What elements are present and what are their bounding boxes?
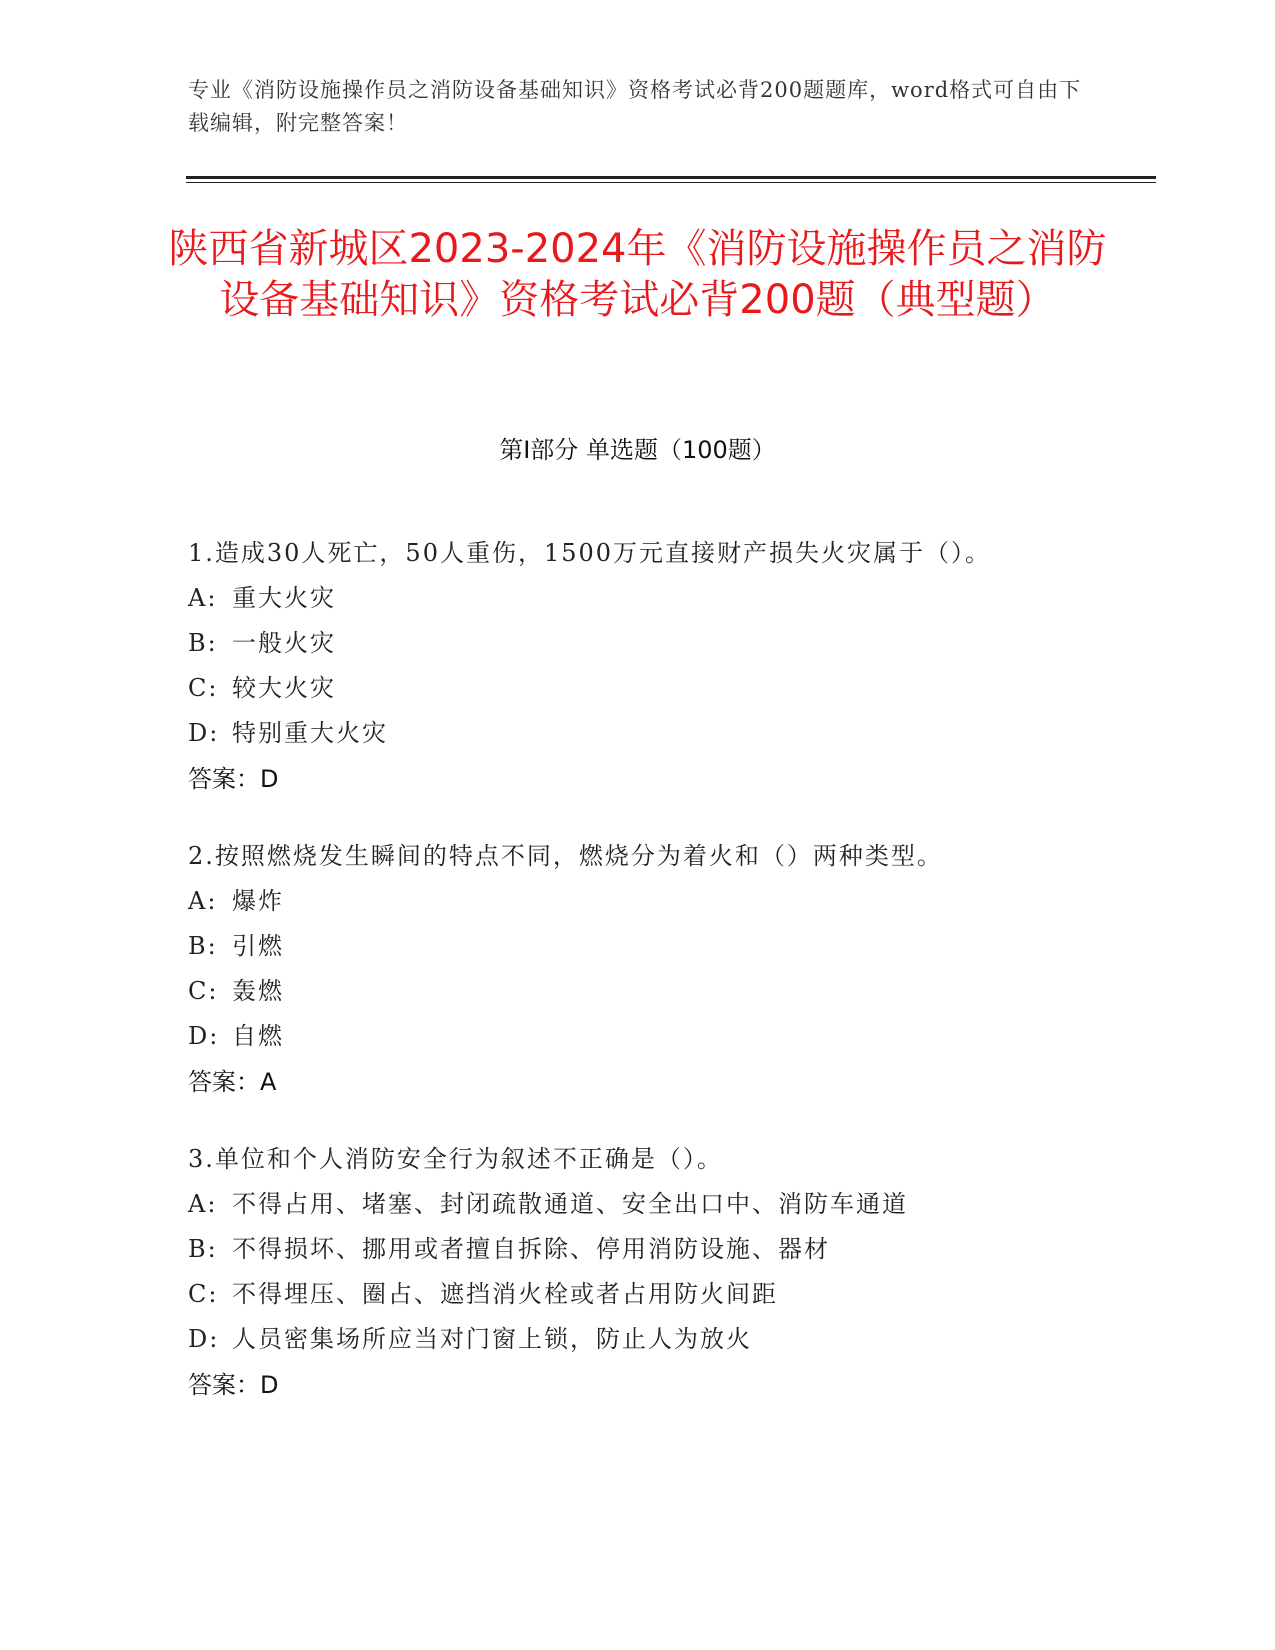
header-divider (186, 176, 1156, 183)
option-d (188, 711, 1088, 756)
option-text: 引燃 (232, 932, 284, 960)
option-letter: D: (188, 1022, 220, 1050)
option-text: 人员密集场所应当对门窗上锁，防止人为放火 (232, 1325, 752, 1353)
option-c (188, 666, 1088, 711)
option-text: 不得埋压、圈占、遮挡消火栓或者占用防火间距 (232, 1280, 778, 1308)
option-text: 重大火灾 (232, 584, 336, 612)
option-letter: B: (188, 1235, 218, 1263)
option-text: 特别重大火灾 (232, 719, 388, 747)
option-b (188, 621, 1088, 666)
option-c (188, 969, 1088, 1014)
question-text: 3.单位和个人消防安全行为叙述不正确是（）。 (188, 1145, 723, 1173)
option-a (188, 1182, 1088, 1227)
option-letter: C: (188, 1280, 219, 1308)
header-note: 专业《消防设施操作员之消防设备基础知识》资格考试必背200题题库，word格式可自由下载编辑，附完整答案！ (188, 78, 1082, 135)
option-letter: B: (188, 629, 218, 657)
question-text: 1.造成30人死亡，50人重伤，1500万元直接财产损失火灾属于（）。 (188, 539, 992, 567)
option-b (188, 1227, 1088, 1272)
option-letter: D: (188, 719, 220, 747)
option-text: 较大火灾 (232, 674, 336, 702)
option-letter: C: (188, 977, 219, 1005)
option-text: 不得损坏、挪用或者擅自拆除、停用消防设施、器材 (232, 1235, 830, 1263)
option-text: 自燃 (232, 1022, 284, 1050)
section-heading: 第I部分 单选题（100题） (499, 436, 776, 464)
option-text: 轰燃 (232, 977, 284, 1005)
option-d (188, 1317, 1088, 1362)
answer-line: 答案：D (188, 1371, 279, 1399)
answer-line: 答案：A (188, 1068, 277, 1096)
question-list (188, 530, 1088, 1439)
option-letter: D: (188, 1325, 220, 1353)
option-letter: C: (188, 674, 219, 702)
document-title: 陕西省新城区2023-2024年《消防设施操作员之消防设备基础知识》资格考试必背200题（典型题） (168, 226, 1107, 323)
option-text: 一般火灾 (232, 629, 336, 657)
option-letter: A: (188, 887, 218, 915)
option-letter: A: (188, 1190, 218, 1218)
option-text: 不得占用、堵塞、封闭疏散通道、安全出口中、消防车通道 (232, 1190, 908, 1218)
question-1 (188, 530, 1088, 802)
answer-line: 答案：D (188, 765, 279, 793)
option-c (188, 1272, 1088, 1317)
option-a (188, 879, 1088, 924)
option-b (188, 924, 1088, 969)
option-letter: B: (188, 932, 218, 960)
option-a (188, 576, 1088, 621)
option-text: 爆炸 (232, 887, 284, 915)
option-d (188, 1014, 1088, 1059)
question-2 (188, 833, 1088, 1105)
option-letter: A: (188, 584, 218, 612)
question-3 (188, 1136, 1088, 1408)
question-text: 2.按照燃烧发生瞬间的特点不同，燃烧分为着火和（）两种类型。 (188, 842, 943, 870)
